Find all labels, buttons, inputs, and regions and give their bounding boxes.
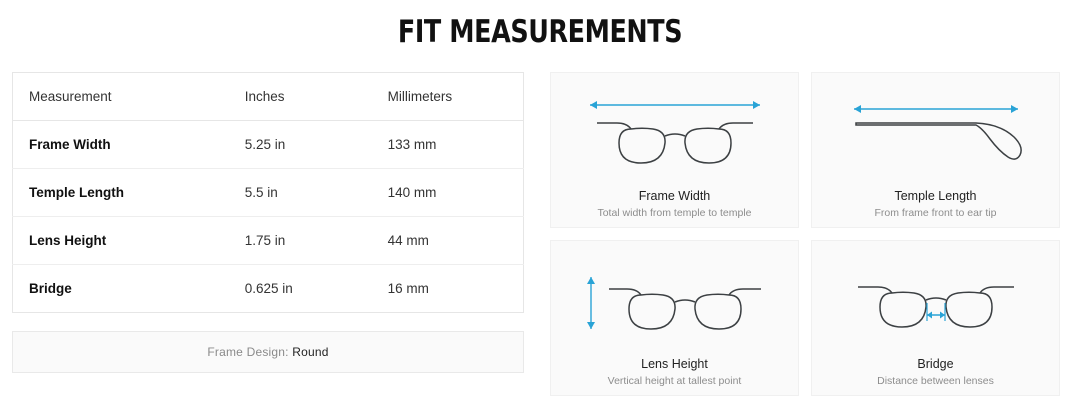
cell-millimeters: 140 mm bbox=[372, 169, 524, 217]
frame-design-label: Frame Design: bbox=[207, 345, 289, 359]
table-header bbox=[13, 73, 524, 121]
column-header-measurement: Measurement bbox=[13, 73, 229, 121]
cell-millimeters: 44 mm bbox=[372, 217, 524, 265]
table-row bbox=[13, 217, 524, 265]
frame-design-banner bbox=[12, 331, 524, 373]
diagram-title: Temple Length bbox=[894, 189, 977, 203]
diagram-subtitle: Total width from temple to temple bbox=[597, 207, 752, 219]
table-body bbox=[13, 121, 524, 313]
cell-inches: 5.5 in bbox=[229, 169, 372, 217]
diagram-card-lens-height bbox=[550, 240, 799, 396]
diagram-grid bbox=[550, 72, 1060, 396]
diagram-subtitle: Vertical height at tallest point bbox=[607, 375, 742, 387]
cell-measurement: Temple Length bbox=[13, 169, 229, 217]
diagram-title: Lens Height bbox=[641, 357, 708, 371]
glasses-front-width-icon bbox=[557, 83, 792, 187]
table-header-row bbox=[13, 73, 524, 121]
measurements-table bbox=[12, 72, 524, 313]
diagram-title: Bridge bbox=[917, 357, 954, 371]
diagram-subtitle: Distance between lenses bbox=[877, 375, 994, 387]
table-row bbox=[13, 169, 524, 217]
cell-measurement: Bridge bbox=[29, 281, 72, 296]
diagram-card-frame-width bbox=[550, 72, 799, 228]
glasses-temple-arm-icon bbox=[818, 83, 1053, 187]
page-title: FIT MEASUREMENTS bbox=[397, 14, 683, 50]
diagram-title: Frame Width bbox=[638, 189, 711, 203]
cell-inches: 1.75 in bbox=[229, 217, 372, 265]
diagram-card-bridge bbox=[811, 240, 1060, 396]
measurements-table-column bbox=[12, 72, 524, 396]
cell-inches: 0.625 in bbox=[244, 281, 293, 296]
glasses-front-bridge-icon bbox=[818, 251, 1053, 355]
diagram-card-temple-length bbox=[811, 72, 1060, 228]
cell-inches: 5.25 in bbox=[229, 121, 372, 169]
table-row bbox=[13, 265, 524, 313]
cell-measurement: Lens Height bbox=[13, 217, 229, 265]
frame-design-value: Round bbox=[292, 345, 329, 359]
cell-measurement: Frame Width bbox=[13, 121, 229, 169]
cell-millimeters: 16 mm bbox=[387, 281, 429, 296]
cell-millimeters: 133 mm bbox=[372, 121, 524, 169]
glasses-front-height-icon bbox=[557, 251, 792, 355]
column-header-inches: Inches bbox=[229, 73, 372, 121]
diagram-subtitle: From frame front to ear tip bbox=[874, 207, 997, 219]
column-header-millimeters: Millimeters bbox=[372, 73, 524, 121]
table-row bbox=[13, 121, 524, 169]
content-area bbox=[0, 50, 1080, 396]
